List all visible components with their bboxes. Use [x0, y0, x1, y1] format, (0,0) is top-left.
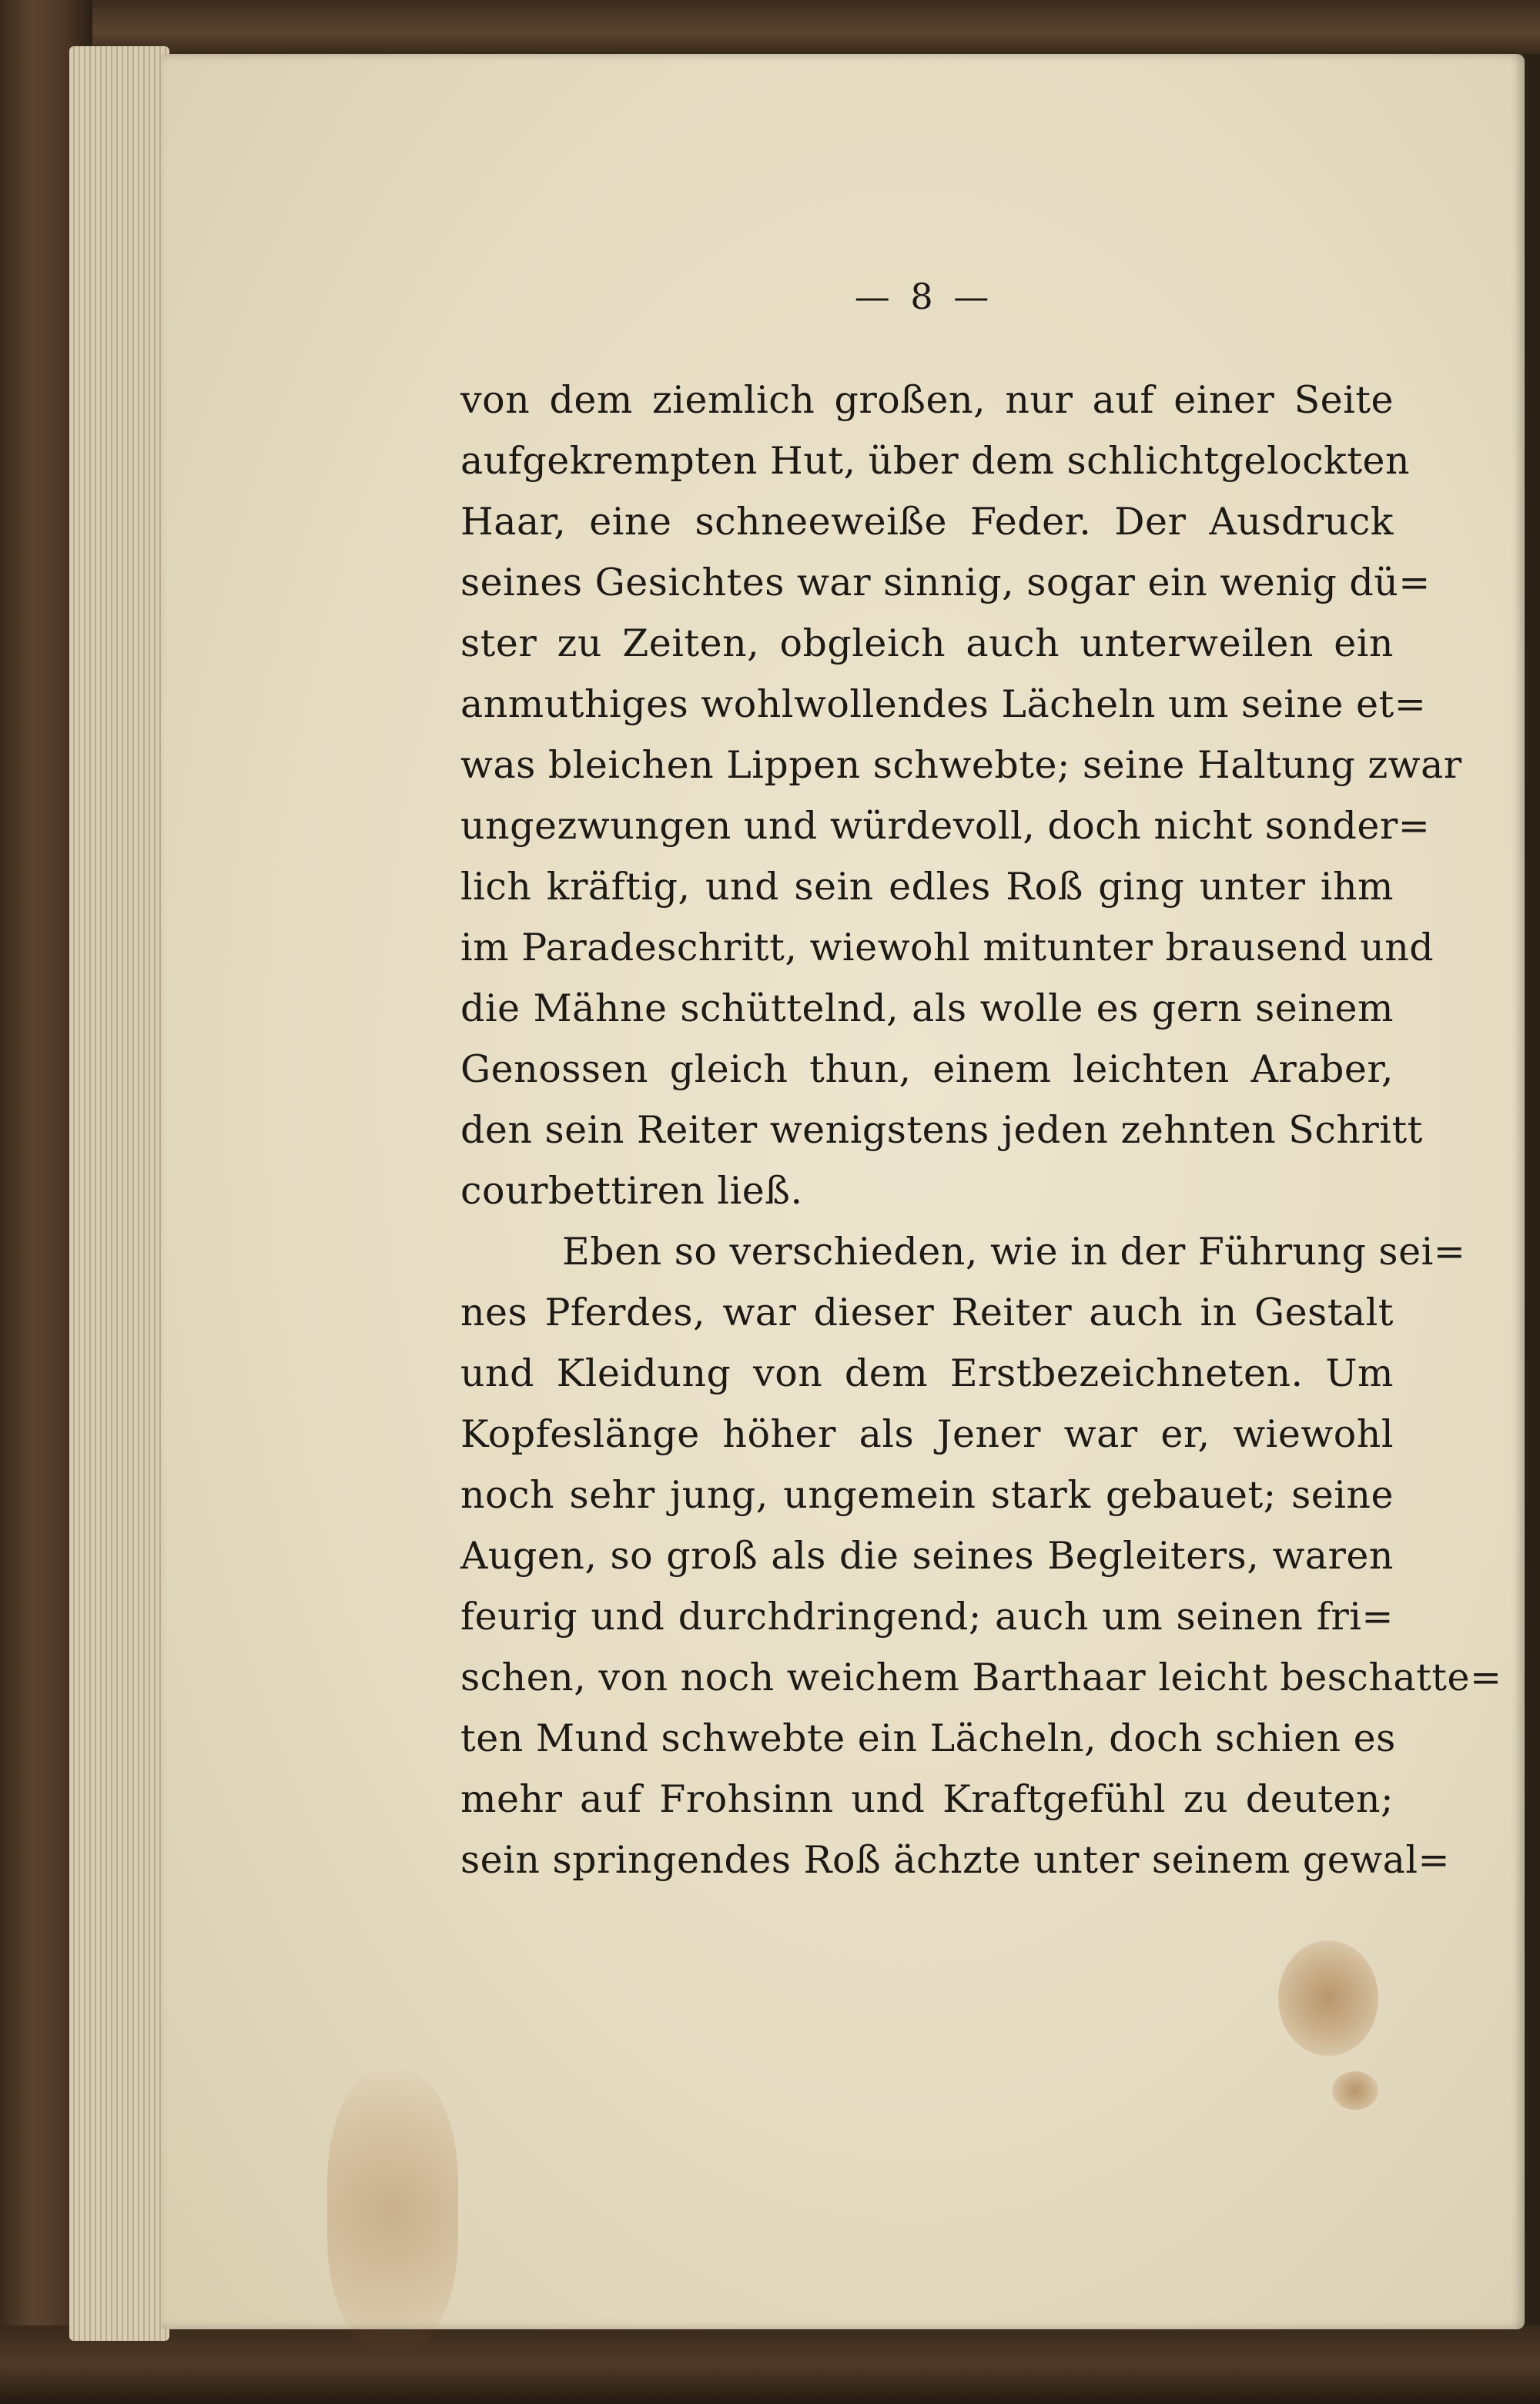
text-line: Eben so verschieden, wie in der Führung sei=: [562, 1230, 1466, 1274]
text-line: und Kleidung von dem Erstbezeichneten. Um: [460, 1351, 1394, 1395]
page-edges: [69, 46, 169, 2341]
text-line: sein springendes Roß ächzte unter seinem gewal=: [460, 1838, 1451, 1882]
text-line: Haar, eine schneeweiße Feder. Der Ausdruck: [460, 500, 1394, 544]
page-number: — 8 —: [854, 276, 994, 317]
text-line: noch sehr jung, ungemein stark gebauet; seine: [460, 1473, 1394, 1517]
book-cover-top: [0, 0, 1540, 54]
book-cover-bottom: [0, 2325, 1540, 2404]
text-line: courbettiren ließ.: [460, 1169, 803, 1213]
text-line: den sein Reiter wenigstens jeden zehnten Schritt: [460, 1108, 1423, 1152]
text-line: aufgekrempten Hut, über dem schlichtgelockten: [460, 439, 1411, 483]
text-line: schen, von noch weichem Barthaar leicht beschatte=: [460, 1656, 1502, 1699]
text-line: anmuthiges wohlwollendes Lächeln um seine et=: [460, 682, 1427, 726]
foxing-stain: [1332, 2071, 1378, 2110]
text-line: mehr auf Frohsinn und Kraftgefühl zu deuten;: [460, 1777, 1394, 1821]
foxing-stain: [327, 2071, 458, 2349]
text-line: Augen, so groß als die seines Begleiters, waren: [460, 1534, 1394, 1578]
text-line: ten Mund schwebte ein Lächeln, doch schien es: [460, 1716, 1396, 1760]
text-line: feurig und durchdringend; auch um seinen fri=: [460, 1595, 1394, 1639]
text-line: seines Gesichtes war sinnig, sogar ein wenig dü=: [460, 561, 1431, 604]
body-text: [460, 370, 1502, 1890]
foxing-stain: [1278, 1940, 1378, 2056]
text-line: lich kräftig, und sein edles Roß ging unter ihm: [460, 865, 1394, 909]
text-line: ungezwungen und würdevoll, doch nicht sonder=: [460, 804, 1431, 848]
text-line: ster zu Zeiten, obgleich auch unterweilen ein: [460, 621, 1394, 665]
text-line: von dem ziemlich großen, nur auf einer Seite: [460, 378, 1394, 422]
text-line: Kopfeslänge höher als Jener war er, wiewohl: [460, 1412, 1394, 1456]
text-line: nes Pferdes, war dieser Reiter auch in Gestalt: [460, 1291, 1394, 1334]
text-line: im Paradeschritt, wiewohl mitunter brausend und: [460, 926, 1435, 969]
text-line: Genossen gleich thun, einem leichten Araber,: [460, 1047, 1394, 1091]
text-line: die Mähne schüttelnd, als wolle es gern seinem: [460, 986, 1394, 1030]
text-line: was bleichen Lippen schwebte; seine Haltung zwar: [460, 743, 1462, 787]
